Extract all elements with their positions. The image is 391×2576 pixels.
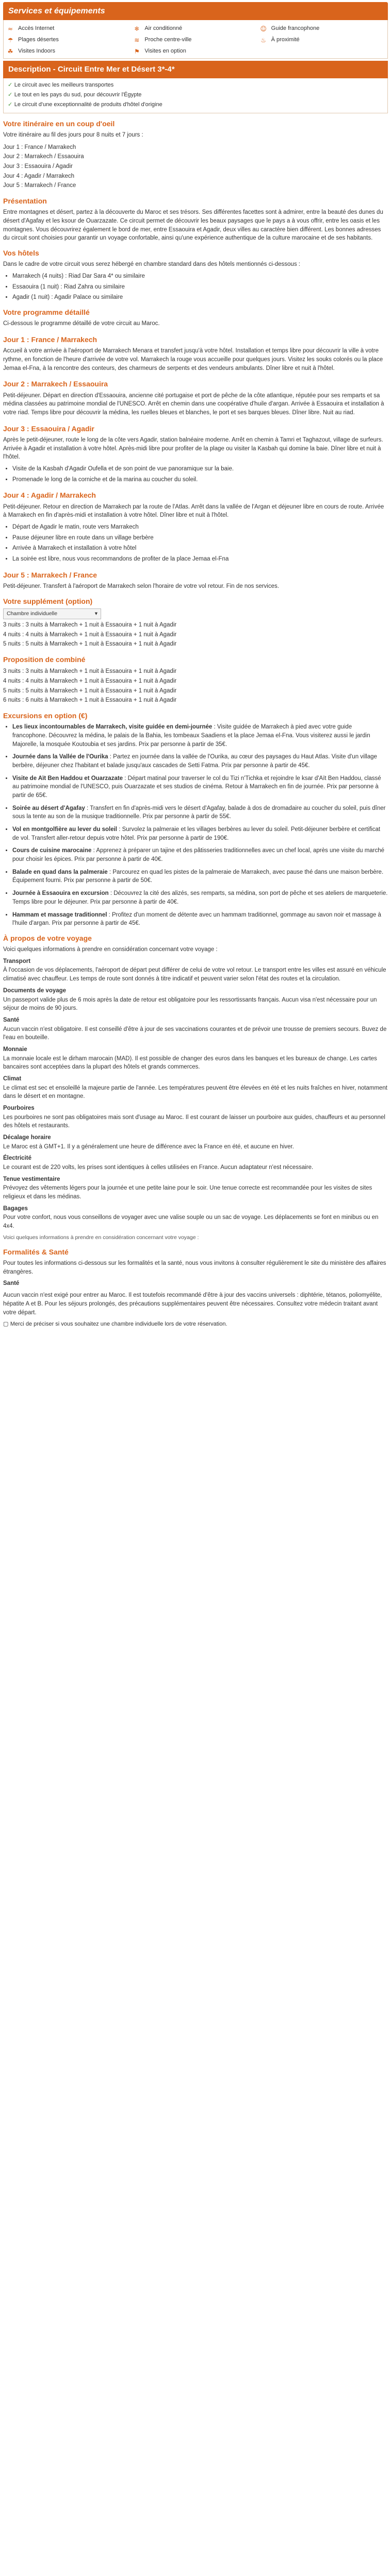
itinerary-step: Jour 2 : Marrakech / Essaouira	[3, 154, 84, 160]
excursion-item: • Hammam et massage traditionnel : Profitez d'un moment de détente avec un hammam traditionnel, gommage au savon noir et massage à l'huile d'argan. Prix par personne à partir de 45€.	[12, 911, 388, 928]
excursion-item: • Journée dans la Vallée de l'Ourika : Partez en journée dans la vallée de l'Ourika, au cœur des paysages du Haut Atlas. Visite d'un village berbère, déjeuner chez l'habitant et balade jusqu'aux cascades de Setti Fatma. Prix par personne à partir de 45€.	[12, 753, 388, 770]
about-section-text: Un passeport valide plus de 6 mois après la date de retour est obligatoire pour les ressortissants français. Aucun visa n'est nécessaire pour un séjour de moins de 90 jours.	[3, 996, 377, 1012]
formalites-text: Pour toutes les informations ci-dessous sur les formalités et la santé, nous vous invitons à consulter régulièrement le site du ministère des affaires étrangères.	[3, 1260, 386, 1275]
room-type-value: Chambre individuelle	[7, 610, 58, 617]
services-panel	[3, 2, 388, 59]
service-label: Guide francophone	[271, 25, 320, 32]
day4-bullet: • Arrivée à Marrakech et installation à votre hôtel	[12, 544, 388, 553]
programme-text: Ci-dessous le programme détaillé de votre circuit au Maroc.	[3, 320, 160, 327]
day4-bullet: • Départ de Agadir le matin, route vers Marrakech	[12, 523, 388, 532]
include-item: ✓ Le circuit avec les meilleurs transportes	[8, 80, 383, 90]
about-section-title: Électricité	[3, 1155, 31, 1162]
service-label: Air conditionné	[144, 25, 183, 32]
include-item: ✓ Le circuit d'une exceptionnalité de produits d'hôtel d'origine	[8, 100, 383, 110]
day3-bullet: • Promenade le long de la corniche et de la marina au coucher du soleil.	[12, 476, 388, 484]
day3-bullets	[12, 465, 388, 484]
about-section-text: À l'occasion de vos déplacements, l'aéroport de départ peut différer de celui de votre vol retour. Le transport entre les villes est assuré en véhicule climatisé avec chauffeur. Les temps de route sont donnés à titre indicatif et peuvent varier selon l'état des routes et la circulation.	[3, 967, 386, 982]
day5-title: Jour 5 : Marrakech / France	[3, 570, 97, 579]
day1-title: Jour 1 : France / Marrakech	[3, 335, 97, 344]
about-section-text: Le Maroc est à GMT+1. Il y a généralement une heure de différence avec la France en été, et aucune en hiver.	[3, 1143, 294, 1150]
service-label: Proche centre-ville	[144, 37, 192, 43]
hotel-item: • Essaouira (1 nuit) : Riad Zahra ou similaire	[12, 283, 388, 292]
excursion-item: • Cours de cuisine marocaine : Apprenez à préparer un tajine et des pâtisseries traditionnelles avec un chef local, après une visite du marché pour choisir les épices. Prix par personne à partir de 40€.	[12, 846, 388, 863]
option-row: 5 nuits : 5 nuits à Marrakech + 1 nuit à Essaouira + 1 nuit à Agadir	[3, 641, 177, 648]
hotels-title: Vos hôtels	[3, 249, 39, 258]
climate-icon: ❄	[134, 25, 140, 32]
itinerary-step: Jour 3 : Essaouira / Agadir	[3, 163, 73, 170]
about-trip-title: À propos de votre voyage	[3, 934, 92, 942]
itinerary-title: Votre itinéraire en un coup d'oeil	[3, 119, 115, 128]
service-item	[6, 35, 132, 46]
proposition-title: Proposition de combiné	[3, 655, 86, 664]
itinerary-steps	[3, 143, 388, 191]
excursion-title: Journée dans la Vallée de l'Ourika	[12, 754, 108, 760]
excursion-text: Transfert en fin d'après-midi vers le désert d'Agafay, balade à dos de dromadaire au coucher du soleil, puis dîner sous la tente au son de la musique traditionnelle. Prix par personne à partir de 55€.	[12, 805, 386, 820]
family-icon: ☘	[7, 47, 13, 55]
proposition-row: 3 nuits : 3 nuits à Marrakech + 1 nuit à Essaouira + 1 nuit à Agadir	[3, 668, 177, 675]
includes-list	[3, 78, 388, 113]
about-trip-intro: Voici quelques informations à prendre en considération concernant votre voyage :	[3, 946, 218, 953]
about-section-text: Prévoyez des vêtements légers pour la journée et une petite laine pour le soir. Une tenue correcte est recommandée pour les visites de sites religieux et dans les médinas.	[3, 1185, 372, 1200]
excursion-item: • Vol en montgolfière au lever du soleil : Survolez la palmeraie et les villages berbères au lever du soleil. Petit-déjeuner berbère et certificat de vol. Transfert aller-retour depuis votre hôtel. Prix par personne à partir de 190€.	[12, 825, 388, 842]
about-section-text: La monnaie locale est le dirham marocain (MAD). Il est possible de changer des euros dans les banques et les bureaux de change. Les cartes bancaires sont acceptées dans la plupart des hôtels et grands commerces.	[3, 1055, 377, 1071]
itinerary-intro: Votre itinéraire au fil des jours pour 8 nuits et 7 jours :	[3, 132, 143, 139]
page-title: Description - Circuit Entre Mer et Désert 3*-4*	[3, 61, 388, 78]
excursion-title: Les lieux incontournables de Marrakech, visite guidée en demi-journée	[12, 724, 213, 731]
excursion-text: Découvrez la cité des alizés, ses remparts, sa médina, son port de pêche et ses ateliers de marqueterie. Temps libre pour le déjeuner. Prix par personne à partir de 40€.	[12, 890, 388, 905]
itinerary-step: Jour 4 : Agadir / Marrakech	[3, 173, 75, 179]
proposition-row: 5 nuits : 5 nuits à Marrakech + 1 nuit à Essaouira + 1 nuit à Agadir	[3, 687, 177, 694]
option-row: 3 nuits : 3 nuits à Marrakech + 1 nuit à Essaouira + 1 nuit à Agadir	[3, 622, 177, 629]
service-label: Plages désertes	[18, 37, 59, 43]
service-label: Accès Internet	[18, 25, 55, 32]
excursion-text: Parcourez en quad les pistes de la palmeraie de Marrakech, avec pause thé dans une maison berbère. Équipement fourni. Prix par personne à partir de 50€.	[12, 869, 384, 884]
day4-bullet: • La soirée est libre, nous vous recommandons de profiter de la place Jemaa el-Fna	[12, 555, 388, 564]
itinerary-step: Jour 1 : France / Marrakech	[3, 144, 76, 150]
about-section-title: Pourboires	[3, 1105, 35, 1111]
day4-text: Petit-déjeuner. Retour en direction de Marrakech par la route de l'Atlas. Arrêt dans la vallée de l'Argan et déjeuner libre en cours de route. Arrivée à Marrakech en fin d'après-midi et installation à votre hôtel. Dîner libre et nuit à l'hôtel.	[3, 503, 384, 519]
formalites-title: Formalités & Santé	[3, 1247, 69, 1256]
bed-icon: ♨	[260, 36, 267, 44]
excursion-title: Visite de Aït Ben Haddou et Ouarzazate	[12, 775, 123, 782]
about-trip-sections	[3, 957, 388, 1231]
about-section-title: Santé	[3, 1016, 20, 1023]
hotel-item: • Marrakech (4 nuits) : Riad Dar Sara 4* ou similaire	[12, 272, 388, 281]
day3-bullet: • Visite de la Kasbah d'Agadir Oufella et de son point de vue panoramique sur la baie.	[12, 465, 388, 473]
itinerary-step: Jour 5 : Marrakech / France	[3, 182, 76, 189]
about-section-title: Tenue vestimentaire	[3, 1176, 60, 1182]
excursion-text: Apprenez à préparer un tajine et des pâtisseries traditionnelles avec un chef local, après une visite du marché pour choisir les épices. Prix par personne à partir de 40€.	[12, 848, 385, 863]
presentation-title: Présentation	[3, 197, 47, 206]
day5-text: Petit-déjeuner. Transfert à l'aéroport de Marrakech selon l'horaire de votre vol retour. Fin de nos services.	[3, 583, 279, 589]
excursion-title: Balade en quad dans la palmeraie	[12, 869, 108, 875]
services-grid	[3, 20, 388, 59]
service-item	[6, 23, 132, 35]
excursions-title: Excursions en option (€)	[3, 711, 88, 720]
footer-checkbox[interactable]	[3, 1320, 388, 1329]
excursions-list	[12, 723, 388, 927]
include-item: ✓ Le tout en les pays du sud, pour découvrir l'Égypte	[8, 90, 383, 100]
excursion-text: Départ matinal pour traverser le col du Tizi n'Tichka et rejoindre le ksar d'Aït Ben Haddou, classé au patrimoine mondial de l'UNESCO, puis Ouarzazate et ses studios de cinéma. Retour à Marrakech en fin de journée. Prix par personne à partir de 65€.	[12, 775, 381, 799]
about-section-title: Transport	[3, 958, 31, 964]
excursion-title: Cours de cuisine marocaine	[12, 848, 92, 854]
excursion-item: • Journée à Essaouira en excursion : Découvrez la cité des alizés, ses remparts, sa médina, son port de pêche et ses ateliers de marqueterie. Temps libre pour le déjeuner. Prix par personne à partir de 40€.	[12, 889, 388, 906]
service-item	[132, 23, 258, 35]
proposition-row: 6 nuits : 6 nuits à Marrakech + 1 nuit à Essaouira + 1 nuit à Agadir	[3, 697, 177, 704]
option-row: 4 nuits : 4 nuits à Marrakech + 1 nuit à Essaouira + 1 nuit à Agadir	[3, 631, 177, 638]
day3-title: Jour 3 : Essaouira / Agadir	[3, 424, 94, 433]
proposition-row: 4 nuits : 4 nuits à Marrakech + 1 nuit à Essaouira + 1 nuit à Agadir	[3, 678, 177, 685]
service-label: À proximité	[271, 37, 300, 43]
about-trip-closing: Voici quelques informations à prendre en considération concernant votre voyage :	[3, 1234, 199, 1241]
excursion-text: Visite guidée de Marrakech à pied avec votre guide francophone. Découvrez la médina, le palais de la Bahia, les tombeaux Saadiens et la place Jemaa el-Fna. Vous visiterez aussi le jardin Majorelle, la mosquée Koutoubia et ses jardins. Prix par personne à partir de 35€.	[12, 724, 370, 748]
day2-text: Petit-déjeuner. Départ en direction d'Essaouira, ancienne cité portugaise et port de pêche de la côte atlantique, réputée pour ses remparts et sa médina classées au patrimoine mondial de l'UNESCO. Arrêt en chemin dans une coopérative d'huile d'argan. Arrivée à Essaouira et installation à votre riad. Temps libre pour découvrir la médina, les ruelles bleues et blanches, le port et ses barques bleues. Dîner libre. Nuit au riad.	[3, 392, 384, 416]
sante-text: Aucun vaccin n'est exigé pour entrer au Maroc. Il est toutefois recommandé d'être à jour des vaccins universels : diphtérie, tétanos, poliomyélite, hépatite A et B. Pour les séjours prolongés, des précautions supplémentaires peuvent être nécessaires. Consultez votre médecin traitant avant votre départ.	[3, 1292, 382, 1316]
guide-icon: ☺	[260, 25, 267, 32]
programme-title: Votre programme détaillé	[3, 308, 90, 317]
options-list	[3, 620, 388, 649]
service-item	[132, 46, 258, 57]
excursion-title: Vol en montgolfière au lever du soleil	[12, 826, 117, 833]
about-section-text: Aucun vaccin n'est obligatoire. Il est conseillé d'être à jour de ses vaccinations courantes et de prévoir une trousse de premiers secours. Buvez de l'eau en bouteille.	[3, 1026, 387, 1041]
excursion-text: Survolez la palmeraie et les villages berbères au lever du soleil. Petit-déjeuner berbère et certificat de vol. Transfert aller-retour depuis votre hôtel. Prix par personne à partir de 190€.	[12, 826, 381, 841]
hotels-text: Dans le cadre de votre circuit vous serez hébergé en chambre standard dans des hôtels mentionnés ci-dessous :	[3, 261, 300, 268]
day2-title: Jour 2 : Marrakech / Essaouira	[3, 380, 108, 388]
excursion-text: Profitez d'un moment de détente avec un hammam traditionnel, gommage au savon noir et massage à l'huile d'argan. Prix par personne à partir de 45€.	[12, 911, 381, 927]
services-header: Services et équipements	[3, 2, 388, 20]
about-section-text: Le courant est de 220 volts, les prises sont identiques à celles utilisées en France. Aucun adaptateur n'est nécessaire.	[3, 1164, 314, 1171]
hotel-item: • Agadir (1 nuit) : Agadir Palace ou similaire	[12, 293, 388, 302]
beach-icon: ☂	[7, 36, 13, 44]
service-item	[259, 35, 385, 46]
excursion-item: • Visite de Aït Ben Haddou et Ouarzazate : Départ matinal pour traverser le col du Tizi n'Tichka et rejoindre le ksar d'Aït Ben Haddou, classé au patrimoine mondial de l'UNESCO, puis Ouarzazate et ses studios de cinéma. Retour à Marrakech en fin de journée. Prix par personne à partir de 65€.	[12, 774, 388, 800]
day1-text: Accueil à votre arrivée à l'aéroport de Marrakech Menara et transfert jusqu'à votre hôtel. Installation et temps libre pour découvrir la ville à votre rythme, en fonction de l'heure d'arrivée de votre vol. Marrakech la rouge vous accueille pour quelques jours. Visitez les souks colorés ou la place Jemaa el-Fna, à la rencontre des conteurs, des charmeurs de serpents et des vendeurs ambulants. Dîner libre et nuit à l'hôtel.	[3, 348, 383, 371]
about-section-text: Les pourboires ne sont pas obligatoires mais sont d'usage au Maroc. Il est courant de laisser un pourboire aux guides, chauffeurs et au personnel des hôtels et restaurants.	[3, 1114, 385, 1129]
hotels-list	[12, 272, 388, 302]
wifi-icon: ≈	[7, 25, 13, 32]
excursion-title: Journée à Essaouira en excursion	[12, 890, 109, 897]
about-section-text: Le climat est sec et ensoleillé la majeure partie de l'année. Les températures peuvent être élevées en été et les nuits fraîches en hiver, notamment dans le désert et en montagne.	[3, 1084, 388, 1100]
options-title: Votre supplément (option)	[3, 597, 93, 605]
service-label: Visites Indoors	[18, 48, 55, 55]
day4-bullets	[12, 523, 388, 564]
day4-title: Jour 4 : Agadir / Marrakech	[3, 491, 96, 500]
excursion-item: • Soirée au désert d'Agafay : Transfert en fin d'après-midi vers le désert d'Agafay, balade à dos de dromadaire au coucher du soleil, puis dîner sous la tente au son de la musique traditionnelle. Prix par personne à partir de 55€.	[12, 804, 388, 821]
excursion-text: Partez en journée dans la vallée de l'Ourika, au cœur des paysages du Haut Atlas. Visite d'un village berbère, déjeuner chez l'habitant et balade jusqu'aux cascades de Setti Fatma. Prix par personne à partir de 45€.	[12, 754, 377, 769]
chevron-down-icon: ▾	[94, 610, 97, 617]
bicycle-icon: ⚑	[134, 47, 140, 55]
pool-icon: ≋	[134, 36, 140, 44]
about-section-text: Pour votre confort, nous vous conseillons de voyager avec une valise souple ou un sac de voyage. Les déplacements se font en minibus ou en 4x4.	[3, 1214, 379, 1229]
excursion-item: • Balade en quad dans la palmeraie : Parcourez en quad les pistes de la palmeraie de Marrakech, avec pause thé dans une maison berbère. Équipement fourni. Prix par personne à partir de 50€.	[12, 868, 388, 885]
presentation-text: Entre montagnes et désert, partez à la découverte du Maroc et ses trésors. Ses différentes facettes sont à admirer, entre la beauté des dunes du désert d'Agafay et les ksour de Ouarzazate. Ce circuit permet de découvrir les beaux paysages que le pays a à vous offrir, entre les oasis et les montagnes. Vous découvrirez également le bord de mer, entre Essaouira et Agadir, deux villes au caractère bien différent. Les bonnes adresses du circuit sont choisies pour garantir un voyage confortable, ainsi qu'une expérience authentique de la culture marocaine et de ses habitants.	[3, 209, 383, 242]
excursion-title: Hammam et massage traditionnel	[12, 911, 107, 918]
room-type-select[interactable]	[3, 608, 101, 619]
about-section-title: Décalage horaire	[3, 1134, 51, 1141]
sante-title: Santé	[3, 1280, 20, 1287]
about-section-title: Bagages	[3, 1205, 28, 1212]
about-section-title: Monnaie	[3, 1046, 27, 1053]
proposition-list	[3, 667, 388, 705]
day3-text: Après le petit-déjeuner, route le long de la côte vers Agadir, station balnéaire moderne. Arrêt en chemin à Tamri et Taghazout, village de surfeurs. Arrivée à Agadir et installation à votre hôtel. Après-midi libre pour profiter de la plage ou visiter la Kasbah qui domine la baie. Dîner libre et nuit à l'hôtel.	[3, 436, 383, 461]
about-section-title: Documents de voyage	[3, 987, 67, 994]
service-item	[6, 46, 132, 57]
about-section-title: Climat	[3, 1075, 22, 1082]
footer-checkbox-label: Merci de préciser si vous souhaitez une chambre individuelle lors de votre réservation.	[10, 1321, 227, 1328]
service-item	[259, 23, 385, 35]
excursion-item: • Les lieux incontournables de Marrakech, visite guidée en demi-journée : Visite guidée de Marrakech à pied avec votre guide francophone. Découvrez la médina, le palais de la Bahia, les tombeaux Saadiens et la place Jemaa el-Fna. Vous visiterez aussi le jardin Majorelle, la mosquée Koutoubia et ses jardins. Prix par personne à partir de 35€.	[12, 723, 388, 749]
service-label: Visites en option	[144, 48, 186, 55]
day4-bullet: • Pause déjeuner libre en route dans un village berbère	[12, 534, 388, 543]
excursion-title: Soirée au désert d'Agafay	[12, 805, 85, 811]
service-item	[132, 35, 258, 46]
